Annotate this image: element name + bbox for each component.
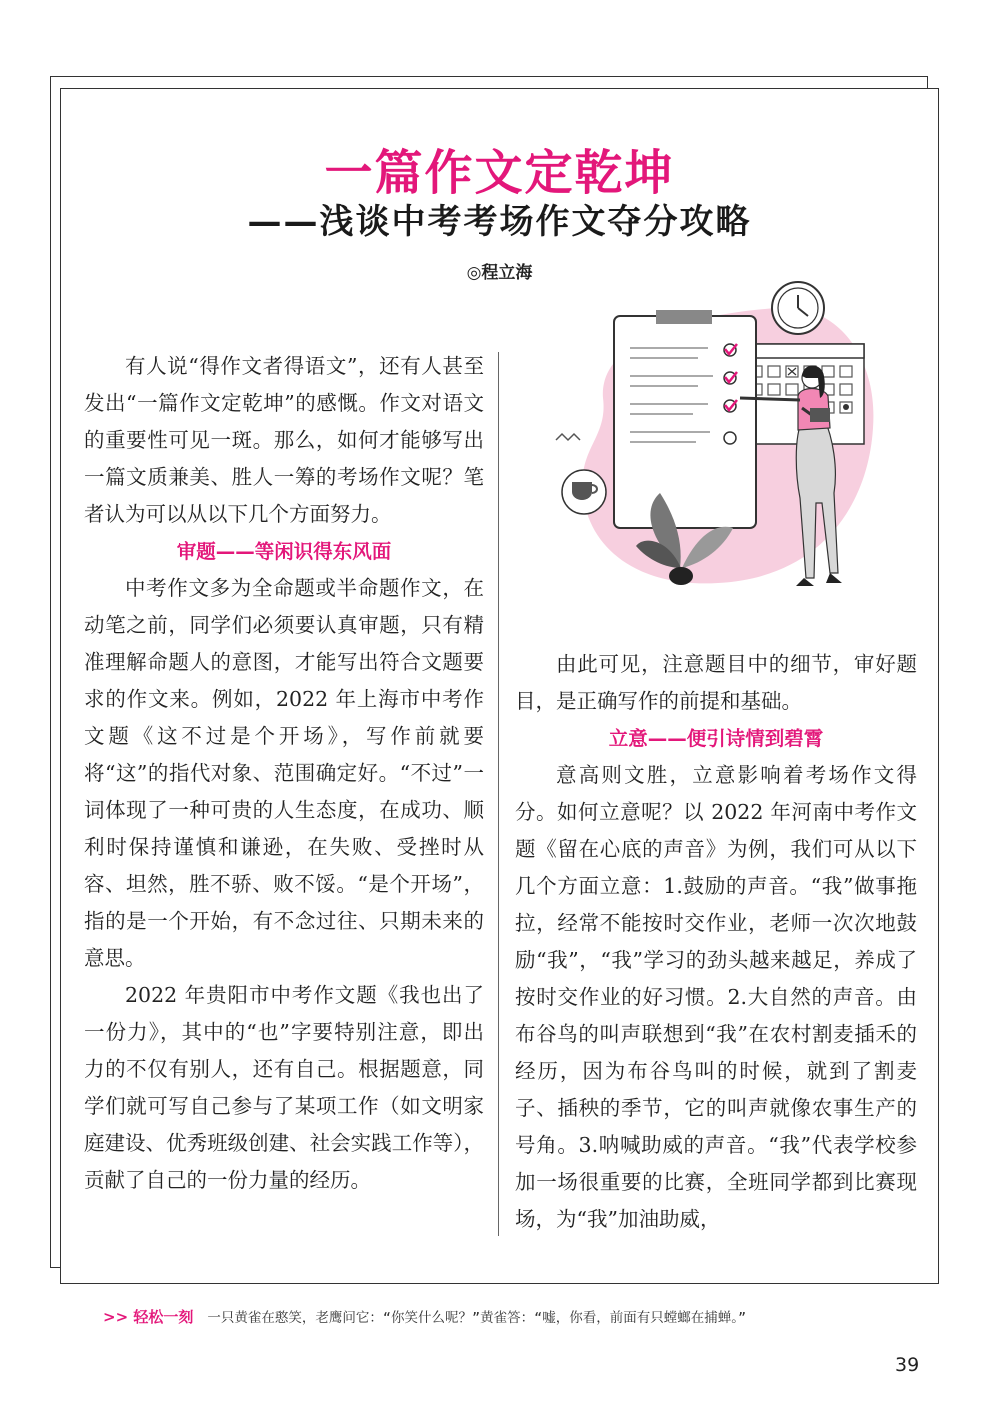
section1-paragraph-1: 中考作文多为全命题或半命题作文，在动笔之前，同学们必须要认真审题，只有精准理解命题人的意图，才能写出符合文题要求的作文来。例如，2022 年上海市中考作文题《这不过是个开场》，写作前就要将“这”的指代对象、范围确定好。“不过”一词体现了一种可贵的人生态度，在成功、顺利时保持谨慎和谦逊，在失败、受挫时从容、坦然，胜不骄、败不馁。“是个开场”，指的是一个开始，有不念过往、只期未来的意思。 <box>84 576 484 970</box>
page-number: 39 <box>895 1354 920 1376</box>
section1-paragraph-2: 2022 年贵阳市中考作文题《我也出了一份力》，其中的“也”字要特别注意，即出力的不仅有别人，还有自己。根据题意，同学们就可写自己参与了某项工作（如文明家庭建设、优秀班级创建、社会实践工作等），贡献了自己的一份力量的经历。 <box>84 983 484 1192</box>
section-heading-liyi: 立意——便引诗情到碧霄 <box>608 727 824 750</box>
article-author: ◎程立海 <box>466 263 533 283</box>
clock-icon <box>772 282 824 334</box>
article-subtitle: ——浅谈中考考场作文夺分攻略 <box>247 202 752 242</box>
conclusion-paragraph: 由此可见，注意题目中的细节，审好题目，是正确写作的前提和基础。 <box>515 652 917 713</box>
article-title: 一篇作文定乾坤 <box>324 145 675 201</box>
checklist-clipboard-icon <box>614 310 756 528</box>
footer-text: 一只黄雀在憨笑，老鹰问它：“你笑什么呢？”黄雀答：“嘘，你看，前面有只螳螂在捕蝉。” <box>207 1310 747 1326</box>
right-column <box>515 646 917 1238</box>
coffee-cup-icon <box>562 470 606 514</box>
footer-label: >> 轻松一刻 <box>103 1308 194 1326</box>
section2-paragraph-1: 意高则文胜，立意影响着考场作文得分。如何立意呢？以 2022 年河南中考作文题《留在心底的声音》为例，我们可从以下几个方面立意：1.鼓励的声音。“我”做事拖拉，经常不能按时交作业，老师一次次地鼓励“我”，“我”学习的劲头越来越足，养成了按时交作业的好习惯。2.大自然的声音。由布谷鸟的叫声联想到“我”在农村割麦插禾的经历，因为布谷鸟叫的时候，就到了割麦子、插秧的季节，它的叫声就像农事生产的号角。3.呐喊助威的声音。“我”代表学校参加一场很重要的比赛，全班同学都到比赛现场，为“我”加油助威， <box>515 763 917 1231</box>
section-heading-shenti: 审题——等闲识得东风面 <box>176 540 392 563</box>
column-divider <box>498 352 499 1236</box>
intro-paragraph: 有人说“得作文者得语文”，还有人甚至发出“一篇作文定乾坤”的感慨。作文对语文的重要性可见一斑。那么，如何才能够写出一篇文质兼美、胜人一筹的考场作文呢？笔者认为可以从以下几个方面努力。 <box>84 354 484 526</box>
checklist-illustration <box>548 278 878 593</box>
footer-joke <box>103 1306 923 1329</box>
left-column <box>84 348 484 1199</box>
